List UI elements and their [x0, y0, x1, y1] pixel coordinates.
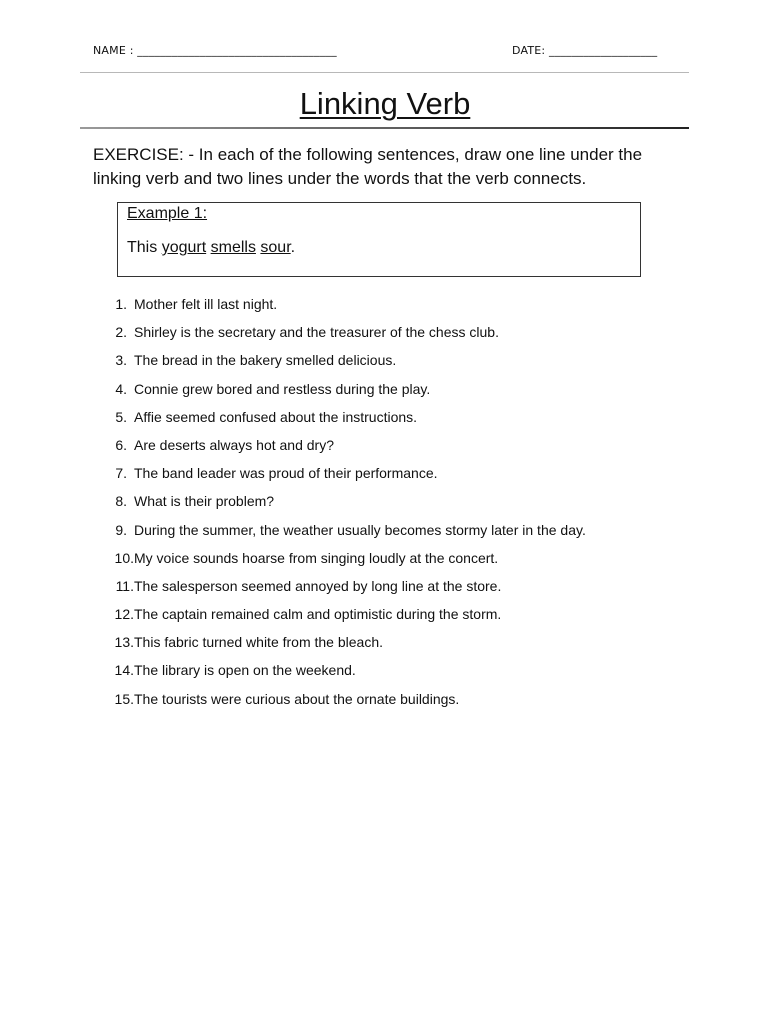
name-field: NAME : ___________________________________ [93, 44, 337, 57]
example-word-period: . [290, 239, 296, 256]
item-number: 3. [115, 352, 127, 369]
list-item [93, 465, 586, 493]
item-text: The tourists were curious about the ornate buildings. [134, 690, 460, 707]
example-word-prefix: This [127, 239, 158, 256]
item-number: 4. [115, 380, 127, 397]
item-text: The bread in the bakery smelled delicious. [134, 352, 397, 369]
example-box [117, 202, 641, 277]
example-word-verb: smells [210, 239, 256, 256]
item-text: The salesperson seemed annoyed by long line at the store. [134, 577, 502, 594]
example-word-subject: yogurt [161, 239, 207, 256]
item-number: 5. [115, 408, 127, 425]
item-number: 15. [114, 690, 134, 707]
sentence-list [93, 296, 586, 719]
item-text: Connie grew bored and restless during the play. [134, 380, 431, 397]
item-number: 1. [115, 296, 127, 312]
item-text: This fabric turned white from the bleach. [134, 634, 384, 651]
list-item [93, 522, 586, 550]
item-number: 13. [114, 634, 134, 651]
example-label: Example 1: [127, 205, 208, 222]
item-text: Affie seemed confused about the instructions. [134, 408, 418, 425]
title-divider [80, 127, 689, 129]
list-item [93, 550, 586, 578]
item-text: The library is open on the weekend. [134, 662, 356, 679]
list-item [93, 437, 586, 465]
date-field: DATE: ___________________ [512, 44, 658, 57]
item-text: Shirley is the secretary and the treasurer of the chess club. [134, 324, 499, 341]
list-item [93, 662, 586, 690]
example-word-complement: sour [260, 239, 291, 256]
header-divider [80, 72, 689, 73]
item-text: Mother felt ill last night. [134, 296, 278, 312]
item-text: The band leader was proud of their performance. [134, 465, 438, 482]
list-item [93, 381, 586, 409]
example-sentence [127, 239, 295, 257]
list-item [93, 578, 586, 606]
exercise-instruction: EXERCISE: - In each of the following sentences, draw one line under the linking verb and two lines under the words that the verb connects. [93, 145, 643, 188]
list-item [93, 606, 586, 634]
list-item [93, 409, 586, 437]
item-text: What is their problem? [134, 493, 275, 510]
item-number: 12. [114, 606, 134, 623]
page-title: Linking Verb [299, 86, 471, 121]
item-text: The captain remained calm and optimistic during the storm. [134, 606, 502, 623]
item-text: My voice sounds hoarse from singing loudly at the concert. [134, 549, 499, 566]
list-item [93, 634, 586, 662]
item-number: 8. [115, 493, 127, 510]
list-item [93, 296, 586, 324]
item-text: During the summer, the weather usually becomes stormy later in the day. [134, 521, 586, 538]
item-number: 6. [115, 436, 127, 453]
item-number: 11. [115, 577, 134, 594]
item-number: 9. [115, 521, 127, 538]
item-text: Are deserts always hot and dry? [134, 436, 334, 453]
item-number: 7. [115, 465, 127, 482]
list-item [93, 324, 586, 352]
list-item [93, 493, 586, 521]
list-item [93, 352, 586, 380]
item-number: 10. [114, 549, 134, 566]
item-number: 2. [115, 324, 127, 341]
item-number: 14. [114, 662, 134, 679]
list-item [93, 691, 586, 719]
